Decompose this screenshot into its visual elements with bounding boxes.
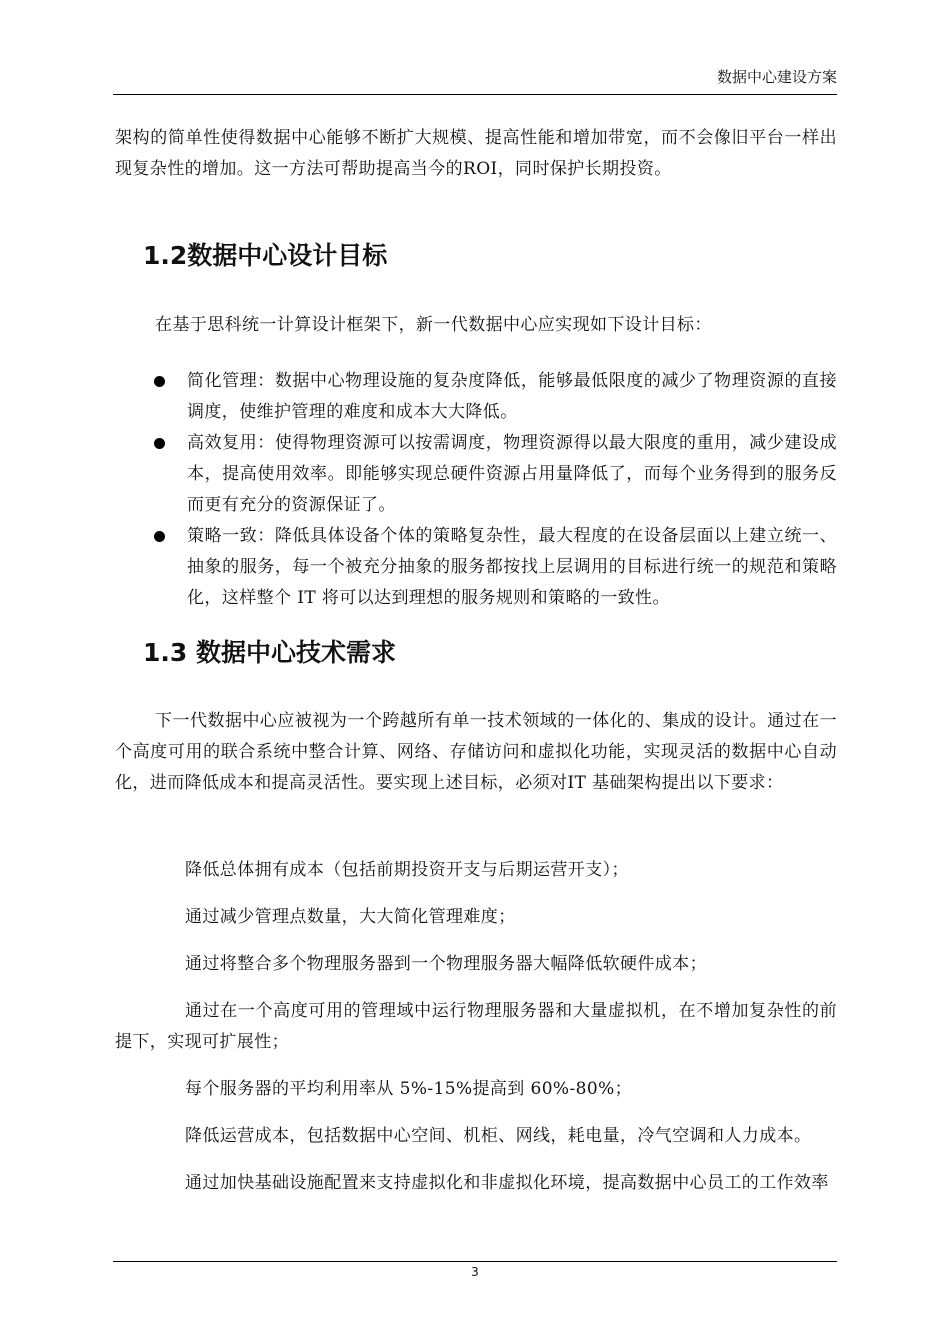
bullet-text: 简化管理：数据中心物理设施的复杂度降低，能够最低限度的减少了物理资源的直接调度，使维护管理的难度和成本大大降低。 xyxy=(187,371,837,422)
list-item: 降低总体拥有成本（包括前期投资开支与后期运营开支）； xyxy=(185,860,629,880)
list-item: 通过减少管理点数量，大大简化管理难度； xyxy=(185,907,516,927)
section-heading-1-2: 1.2数据中心设计目标 xyxy=(143,241,388,270)
list-item xyxy=(152,366,837,428)
bullet-icon xyxy=(154,531,165,542)
list-item: 通过加快基础设施配置来支持虚拟化和非虚拟化环境，提高数据中心员工的工作效率 xyxy=(185,1173,829,1193)
intro-paragraph: 架构的简单性使得数据中心能够不断扩大规模、提高性能和增加带宽，而不会像旧平台一样出现复杂性的增加。这一方法可帮助提高当今的ROI，同时保护长期投资。 xyxy=(115,128,837,179)
list-item xyxy=(152,521,837,614)
page-number: 3 xyxy=(471,1265,479,1279)
bullet-icon xyxy=(154,376,165,387)
design-goals-list xyxy=(152,366,837,614)
requirements-list xyxy=(115,855,837,1215)
bullet-text: 高效复用：使得物理资源可以按需调度，物理资源得以最大限度的重用，减少建设成本，提高使用效率。即能够实现总硬件资源占用量降低了，而每个业务得到的服务反而更有充分的资源保证了。 xyxy=(187,433,837,515)
list-item: 通过将整合多个物理服务器到一个物理服务器大幅降低软硬件成本； xyxy=(185,954,707,974)
section-1-3-lead: 下一代数据中心应被视为一个跨越所有单一技术领域的一体化的、集成的设计。通过在一个高度可用的联合系统中整合计算、网络、存储访问和虚拟化功能，实现灵活的数据中心自动化，进而降低成本和提高灵活性。要实现上述目标，必须对IT 基础架构提出以下要求： xyxy=(115,711,837,793)
header-rule xyxy=(113,94,837,95)
section-1-2-lead: 在基于思科统一计算设计框架下，新一代数据中心应实现如下设计目标： xyxy=(155,315,712,335)
section-heading-1-3: 1.3 数据中心技术需求 xyxy=(143,638,396,667)
list-item: 降低运营成本，包括数据中心空间、机柜、网线，耗电量，冷气空调和人力成本。 xyxy=(185,1126,812,1146)
bullet-icon xyxy=(154,438,165,449)
list-item: 每个服务器的平均利用率从 5%-15%提高到 60%-80%； xyxy=(185,1079,633,1099)
running-header: 数据中心建设方案 xyxy=(716,68,837,86)
bullet-text: 策略一致：降低具体设备个体的策略复杂性，最大程度的在设备层面以上建立统一、抽象的服务，每一个被充分抽象的服务都按找上层调用的目标进行统一的规范和策略化，这样整个 IT 将可以达到理想的服务规则和策略的一致性。 xyxy=(187,526,837,608)
footer-rule xyxy=(113,1261,837,1262)
list-item xyxy=(152,428,837,521)
list-item: 通过在一个高度可用的管理域中运行物理服务器和大量虚拟机，在不增加复杂性的前提下，实现可扩展性； xyxy=(115,1001,837,1052)
